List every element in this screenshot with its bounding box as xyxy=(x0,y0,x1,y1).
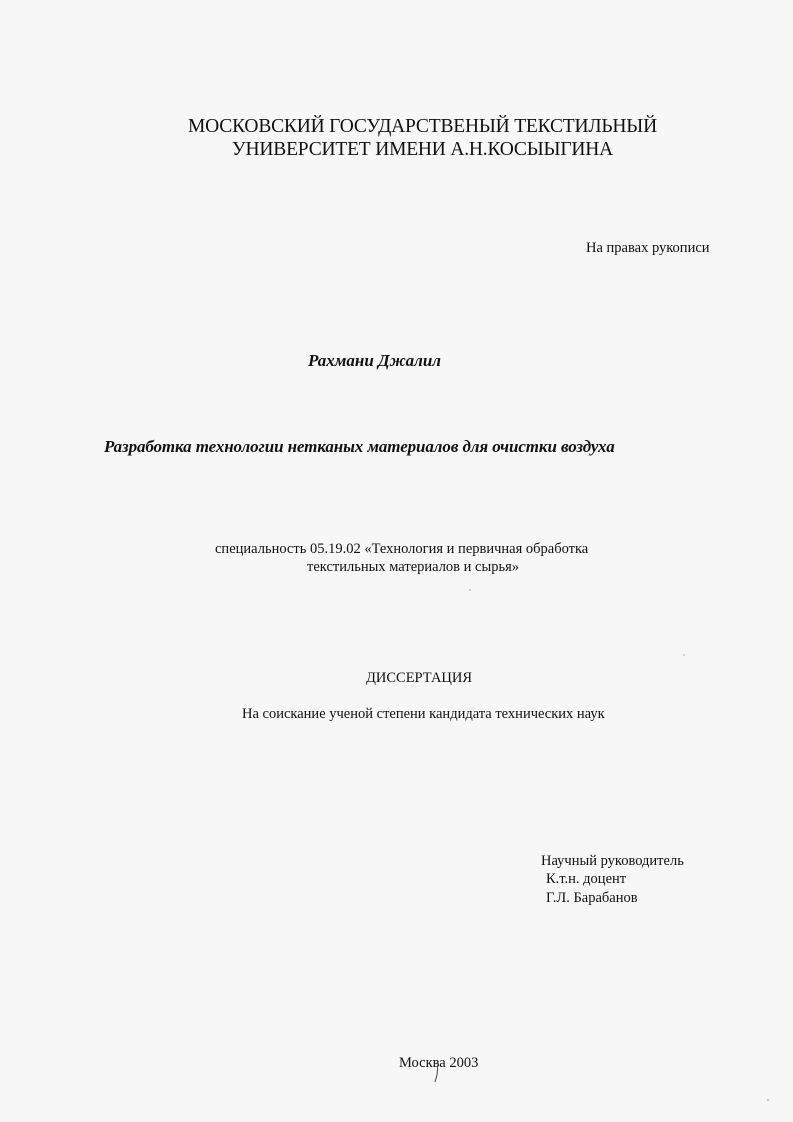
supervisor-role: Научный руководитель xyxy=(541,853,684,869)
author-name: Рахмани Джалил xyxy=(308,351,442,370)
scan-speck xyxy=(683,654,684,655)
degree-statement: На соискание ученой степени кандидата технических наук xyxy=(242,706,605,722)
manuscript-rights-note: На правах рукописи xyxy=(586,240,710,256)
dissertation-title: Разработка технологии нетканых материалов для очистки воздуха xyxy=(104,437,615,456)
place-and-year: Москва 2003 xyxy=(399,1055,479,1071)
scan-speck xyxy=(469,589,470,590)
scan-speck xyxy=(767,1099,769,1101)
document-type-heading: ДИССЕРТАЦИЯ xyxy=(366,670,473,686)
university-name-line-2: УНИВЕРСИТЕТ ИМЕНИ А.Н.КОСЫЫГИНА xyxy=(231,139,614,160)
specialty-line-1: специальность 05.19.02 «Технология и первичная обработка xyxy=(215,541,589,557)
supervisor-name: Г.Л. Барабанов xyxy=(546,890,638,906)
supervisor-rank: К.т.н. доцент xyxy=(546,871,627,887)
university-name-line-1: МОСКОВСКИЙ ГОСУДАРСТВЕНЫЙ ТЕКСТИЛЬНЫЙ xyxy=(188,116,657,137)
specialty-line-2: текстильных материалов и сырья» xyxy=(307,559,519,575)
